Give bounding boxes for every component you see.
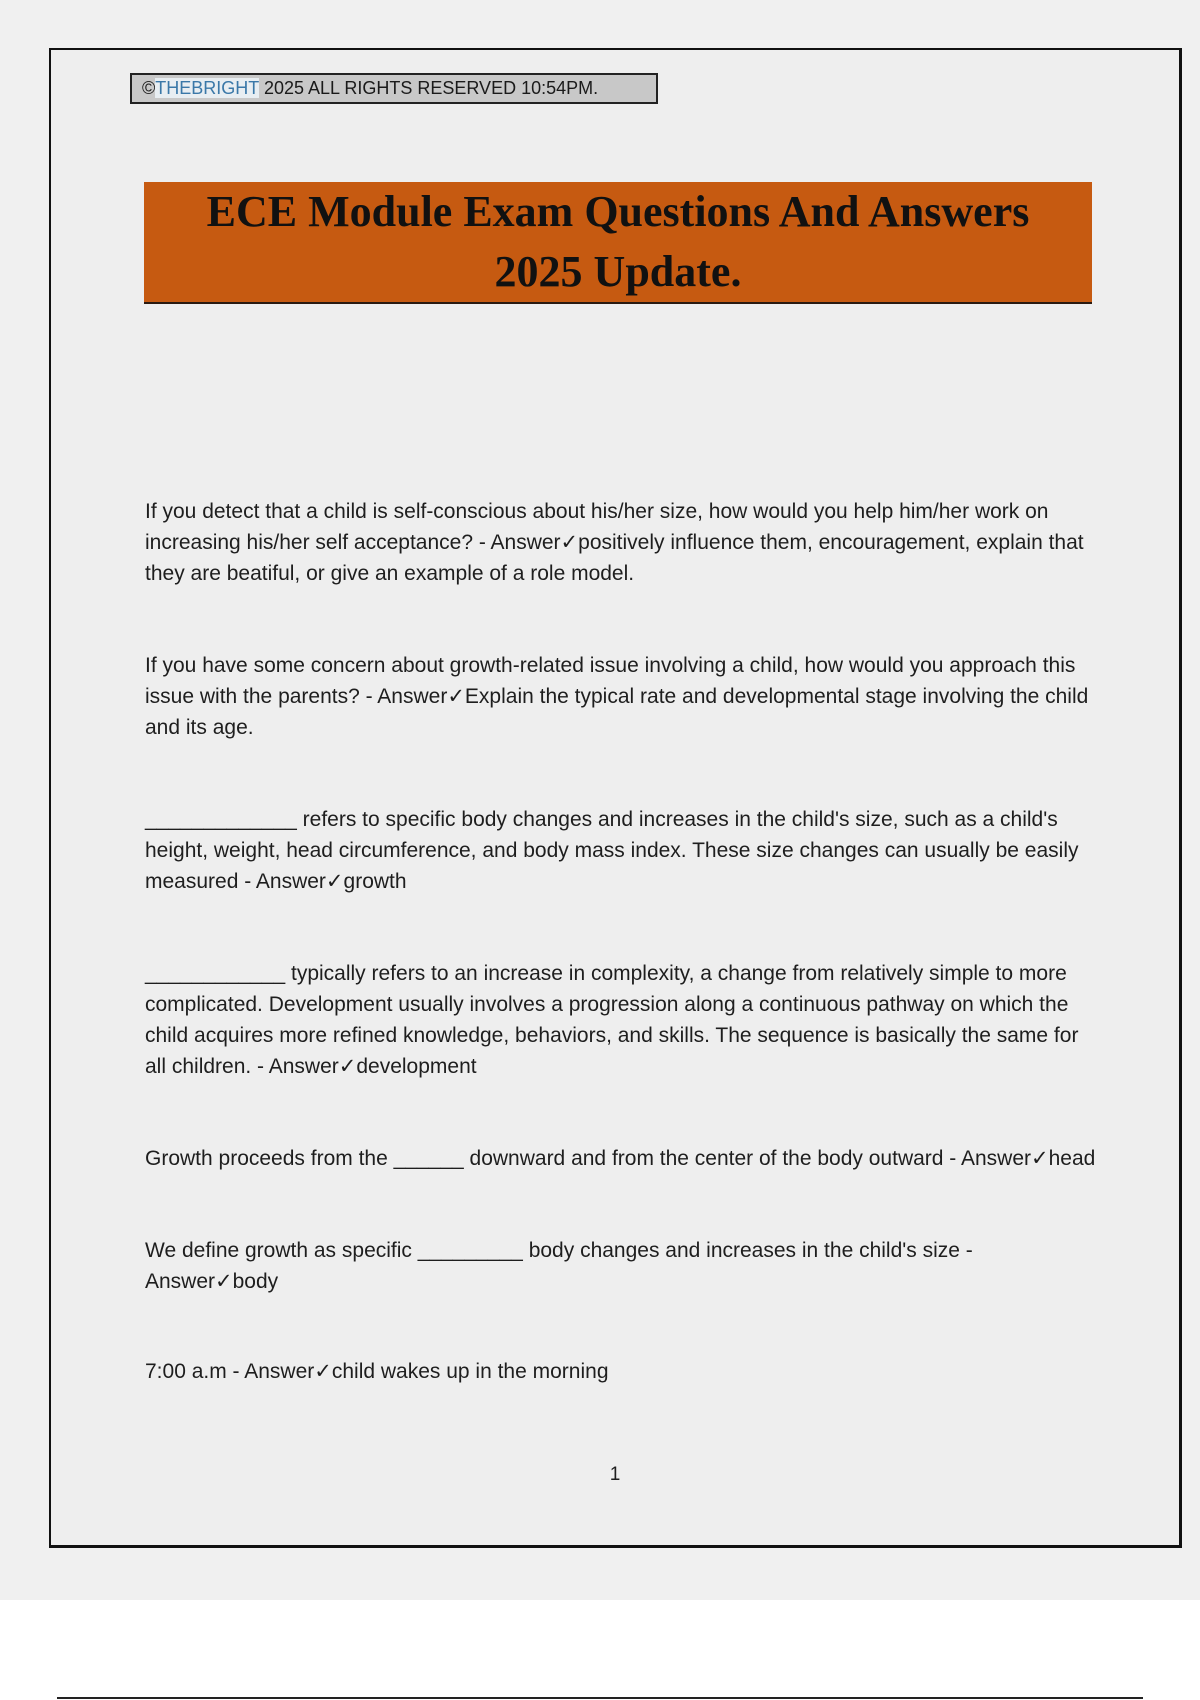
copyright-text: 2025 ALL RIGHTS RESERVED 10:54PM. bbox=[258, 78, 599, 98]
question-text: We define growth as specific _________ body changes and increases in the child's size - Answer✓ bbox=[145, 1239, 973, 1293]
answer-text: child wakes up in the morning bbox=[331, 1360, 609, 1383]
qa-item bbox=[145, 1143, 1105, 1174]
qa-item bbox=[145, 1356, 1105, 1387]
qa-list bbox=[145, 496, 1105, 1387]
next-page-divider bbox=[57, 1697, 1143, 1699]
question-text: ____________ typically refers to an increase in complexity, a change from relatively simple to more complicated. Development usually involves a progression along a continuous pathway on which the child acquires more refined knowledge, behaviors, and skills. The sequence is basically the same for all children. - Answer✓ bbox=[145, 962, 1079, 1078]
answer-text: Explain the typical rate and developmental stage involving the child and its age. bbox=[145, 685, 1089, 739]
title-line-2: 2025 Update. bbox=[494, 247, 742, 296]
question-text: 7:00 a.m - Answer✓ bbox=[145, 1360, 332, 1383]
qa-item bbox=[145, 1235, 1105, 1297]
question-text: Growth proceeds from the ______ downward and from the center of the body outward - Answer✓ bbox=[145, 1147, 1049, 1170]
question-text: If you have some concern about growth-related issue involving a child, how would you approach this issue with the parents? - Answer✓ bbox=[145, 654, 1076, 708]
answer-text: head bbox=[1048, 1147, 1096, 1170]
answer-text: body bbox=[232, 1270, 279, 1293]
document-page bbox=[49, 48, 1182, 1548]
copyright-brand: THEBRIGHT bbox=[155, 78, 259, 98]
copyright-notice bbox=[130, 73, 658, 104]
question-text: _____________ refers to specific body changes and increases in the child's size, such as a child's height, weight, head circumference, and body mass index. These size changes can usually be easily measured - Answer✓ bbox=[145, 808, 1079, 893]
copyright-symbol: © bbox=[142, 78, 156, 98]
question-text: If you detect that a child is self-conscious about his/her size, how would you help him/her work on increasing his/her self acceptance? - Answer✓ bbox=[145, 500, 1049, 554]
page-number: 1 bbox=[609, 1464, 621, 1485]
document-title bbox=[144, 182, 1092, 304]
qa-item bbox=[145, 650, 1105, 743]
qa-item bbox=[145, 804, 1105, 897]
answer-text: positively influence them, encouragement, explain that they are beatiful, or give an example of a role model. bbox=[145, 531, 1084, 585]
qa-item bbox=[145, 496, 1105, 589]
answer-text: development bbox=[356, 1055, 477, 1078]
title-line-1: ECE Module Exam Questions And Answers bbox=[206, 187, 1030, 236]
answer-text: growth bbox=[343, 870, 407, 893]
qa-item bbox=[145, 958, 1105, 1082]
